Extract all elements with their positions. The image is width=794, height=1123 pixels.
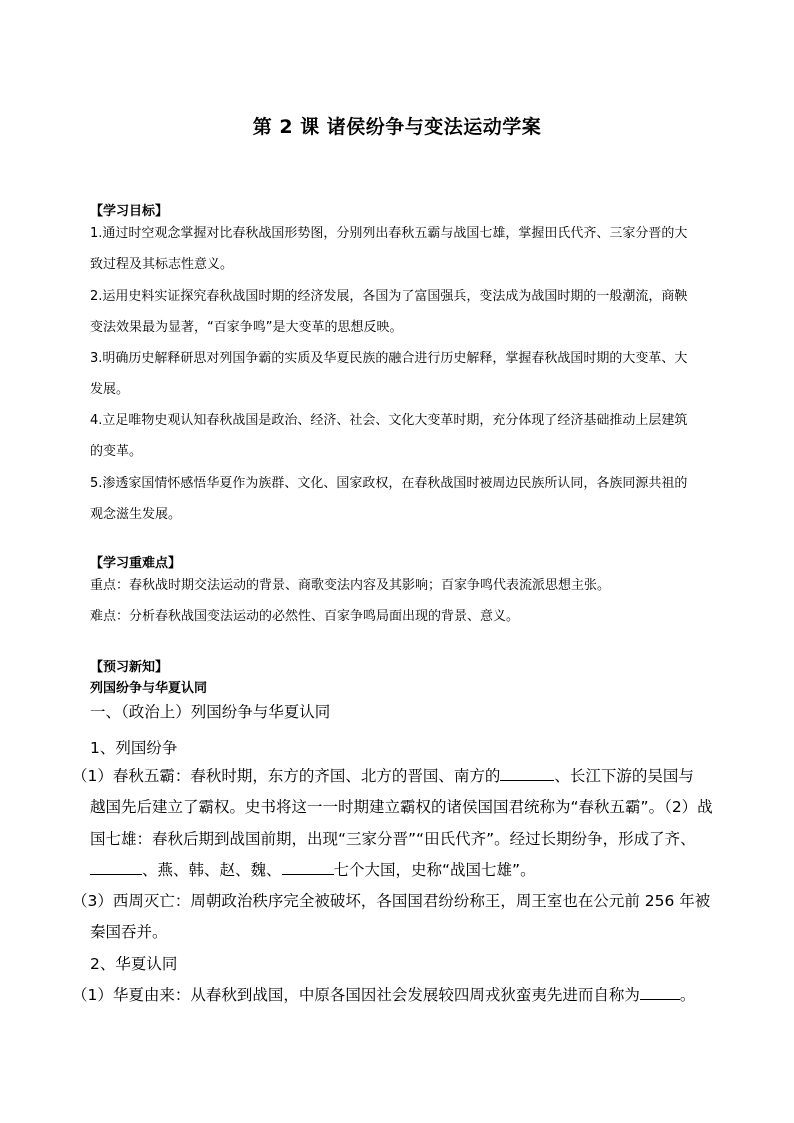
objective-line: 3.明确历史解释研思对列国争霸的实质及华夏民族的融合进行历史解释，掌握春秋战国时期的大变革、大 [90, 351, 688, 366]
fill-blank[interactable] [640, 999, 680, 1000]
paragraph-line [72, 985, 695, 1005]
text-run: 七个大国，史称“战国七雄”。 [333, 861, 536, 879]
objective-line: 变法效果最为显著，“百家争鸣”是大变革的思想反映。 [90, 320, 403, 335]
paragraph-line: 越国先后建立了霸权。史书将这一一时期建立霸权的诸侯国国君统称为“春秋五霸”。（2）战 [90, 798, 713, 816]
page-title: 第 2 课 诸侯纷争与变法运动学案 [252, 116, 542, 138]
fill-blank[interactable] [90, 874, 142, 875]
objective-line: 2.运用史料实证探究春秋战国时期的经济发展，各国为了富国强兵，变法成为战国时期的一般潮流，商鞅 [90, 289, 688, 304]
objective-line: 1.通过时空观念掌握对比春秋战国形势图，分别列出春秋五霸与战国七雄，掌握田氏代齐、三家分晋的大 [90, 226, 688, 241]
objective-line: 的变革。 [90, 444, 143, 459]
text-run: 、燕、韩、赵、魏、 [142, 861, 282, 879]
keypoints-heading: 【学习重难点】 [90, 556, 182, 571]
keypoint-focus: 重点：春秋战时期交法运动的背景、商歌变法内容及其影响；百家争鸣代表流派思想主张。 [90, 578, 611, 593]
text-run: 。 [679, 986, 696, 1004]
text-run: （1）华夏由来：从春秋到战国，中原各国因社会发展较四周戎狄蛮夷先进而自称为 [72, 986, 640, 1004]
text-run: 、长江下游的吴国与 [554, 767, 694, 785]
objective-line: 致过程及其标志性意义。 [90, 257, 234, 272]
fill-blank[interactable] [500, 780, 554, 781]
paragraph-line [72, 766, 694, 786]
preview-heading: 【预习新知】 [90, 660, 169, 675]
paragraph-line: （3）西周灭亡：周朝政治秩序完全被破坏，各国国君纷纷称王，周王室也在公元前 256 年被 [72, 892, 711, 910]
paragraph-line [90, 860, 536, 880]
objectives-heading: 【学习目标】 [90, 204, 169, 219]
preview-subheading: 列国纷争与华夏认同 [90, 681, 208, 696]
objective-line: 观念滋生发展。 [90, 507, 182, 522]
part-title: 1、列国纷争 [90, 739, 178, 757]
part-title: 2、华夏认同 [90, 955, 178, 973]
keypoint-difficulty: 难点：分析春秋战国变法运动的必然性、百家争鸣局面出现的背景、意义。 [90, 609, 520, 624]
objective-line: 4.立足唯物史观认知春秋战国是政治、经济、社会、文化大变革时期，充分体现了经济基础推动上层建筑 [90, 413, 688, 428]
paragraph-line: 国七雄：春秋后期到战国前期，出现“三家分晋”“田氏代齐”。经过长期纷争，形成了齐、 [90, 830, 696, 848]
fill-blank[interactable] [282, 874, 334, 875]
section-heading: 一、（政治上）列国纷争与华夏认同 [90, 703, 331, 721]
objective-line: 5.渗透家国情怀感悟华夏作为族群、文化、国家政权，在春秋战国时被周边民族所认同，各族同源共祖的 [90, 476, 688, 491]
objective-line: 发展。 [90, 382, 130, 397]
text-run: （1）春秋五霸：春秋时期，东方的齐国、北方的晋国、南方的 [72, 767, 501, 785]
paragraph-line: 秦国吞并。 [90, 923, 168, 941]
